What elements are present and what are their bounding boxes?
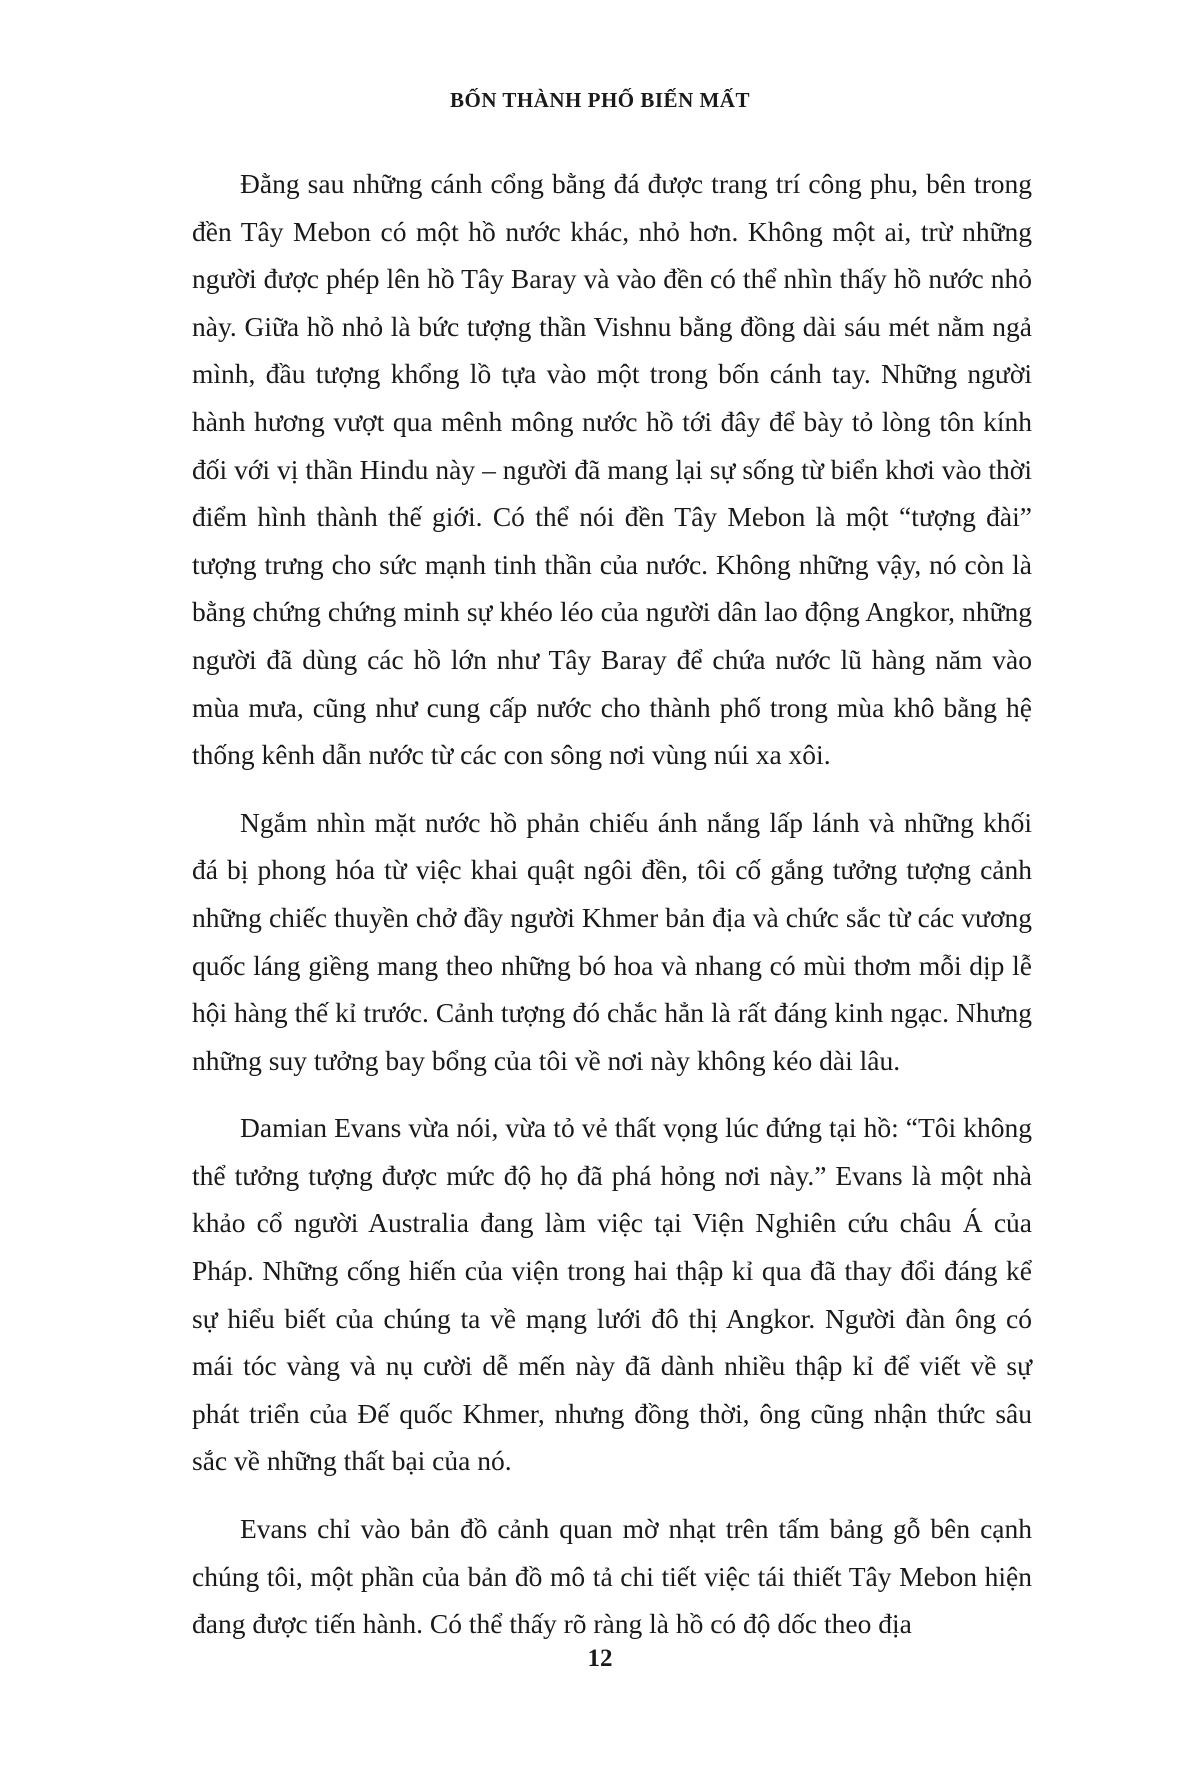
paragraph-1: Đằng sau những cánh cổng bằng đá được trang trí công phu, bên trong đền Tây Mebon có một hồ nước khác, nhỏ hơn. Không một ai, trừ những người được phép lên hồ Tây Baray và vào đền có thể nhìn thấy hồ nước nhỏ này. Giữa hồ nhỏ là bức tượng thần Vishnu bằng đồng dài sáu mét nằm ngả mình, đầu tượng khổng lồ tựa vào một trong bốn cánh tay. Những người hành hương vượt qua mênh mông nước hồ tới đây để bày tỏ lòng tôn kính đối với vị thần Hindu này – người đã mang lại sự sống từ biển khơi vào thời điểm hình thành thế giới. Có thể nói đền Tây Mebon là một “tượng đài” tượng trưng cho sức mạnh tinh thần của nước. Không những vậy, nó còn là bằng chứng chứng minh sự khéo léo của người dân lao động Angkor, những người đã dùng các hồ lớn như Tây Baray để chứa nước lũ hàng năm vào mùa mưa, cũng như cung cấp nước cho thành phố trong mùa khô bằng hệ thống kênh dẫn nước từ các con sông nơi vùng núi xa xôi.	[192, 168, 1032, 771]
body-text	[192, 160, 1032, 1668]
paragraph-4: Evans chỉ vào bản đồ cảnh quan mờ nhạt trên tấm bảng gỗ bên cạnh chúng tôi, một phần của bản đồ mô tả chi tiết việc tái thiết Tây Mebon hiện đang được tiến hành. Có thể thấy rõ ràng là hồ có độ dốc theo địa	[192, 1513, 1032, 1640]
page-number: 12	[587, 1645, 613, 1672]
running-header: BỐN THÀNH PHỐ BIẾN MẤT	[450, 88, 750, 112]
paragraph-3: Damian Evans vừa nói, vừa tỏ vẻ thất vọng lúc đứng tại hồ: “Tôi không thể tưởng tượng được mức độ họ đã phá hỏng nơi này.” Evans là một nhà khảo cổ người Australia đang làm việc tại Viện Nghiên cứu châu Á của Pháp. Những cống hiến của viện trong hai thập kỉ qua đã thay đổi đáng kể sự hiểu biết của chúng ta về mạng lưới đô thị Angkor. Người đàn ông có mái tóc vàng và nụ cười dễ mến này đã dành nhiều thập kỉ để viết về sự phát triển của Đế quốc Khmer, nhưng đồng thời, ông cũng nhận thức sâu sắc về những thất bại của nó.	[192, 1112, 1032, 1477]
paragraph-2: Ngắm nhìn mặt nước hồ phản chiếu ánh nắng lấp lánh và những khối đá bị phong hóa từ việc khai quật ngôi đền, tôi cố gắng tưởng tượng cảnh những chiếc thuyền chở đầy người Khmer bản địa và chức sắc từ các vương quốc láng giềng mang theo những bó hoa và nhang có mùi thơm mỗi dịp lễ hội hàng thế kỉ trước. Cảnh tượng đó chắc hẳn là rất đáng kinh ngạc. Nhưng những suy tưởng bay bổng của tôi về nơi này không kéo dài lâu.	[192, 806, 1032, 1076]
